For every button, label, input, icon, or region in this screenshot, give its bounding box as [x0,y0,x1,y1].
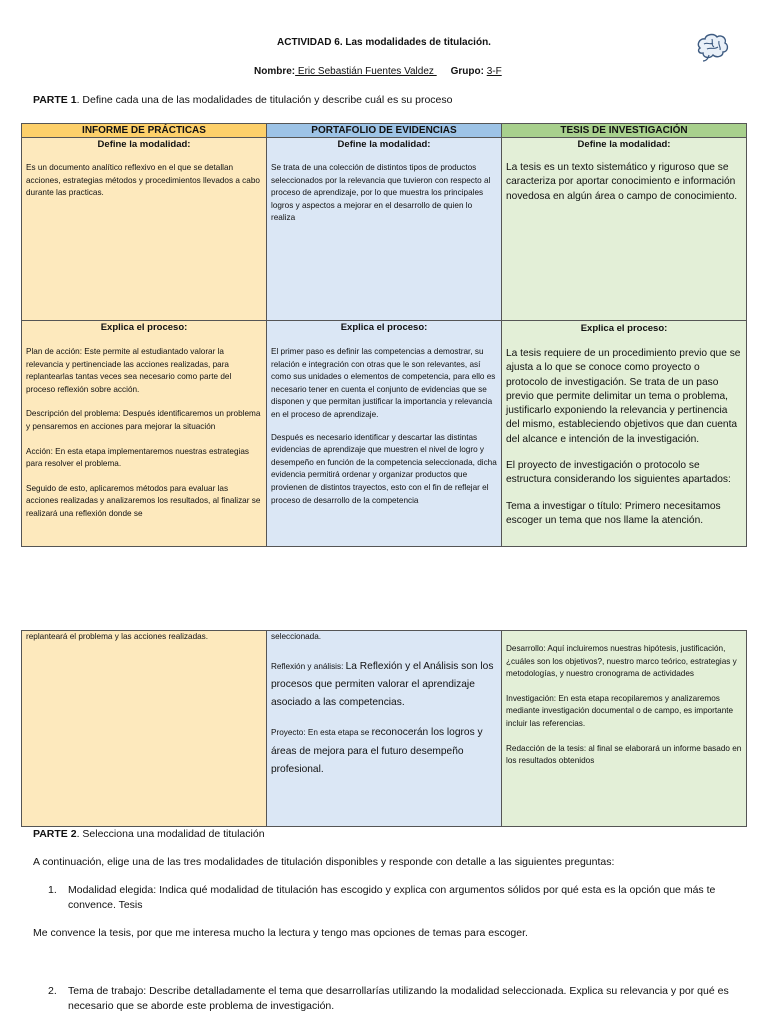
process-paragraph: replanteará el problema y las acciones realizadas. [26,632,209,641]
process-paragraph: El proyecto de investigación o protocolo se estructura considerando los siguientes apartados: [506,460,731,486]
process-paragraph: Acción: En esta etapa implementaremos nuestras estrategias para resolver el problema. [26,446,249,469]
column-header-portafolio: PORTAFOLIO DE EVIDENCIAS [267,124,502,138]
part1-label: PARTE 1 [33,94,77,106]
part2-intro: A continuación, elige una de las tres modalidades de titulación disponibles y responde con detalle a las siguientes preguntas: [33,856,615,868]
student-name: Eric Sebastián Fuentes Valdez [295,66,437,77]
process-label: Explica el proceso: [340,322,428,333]
question-text: Tema de trabajo: Describe detalladamente el tema que desarrollarías utilizando la modalidad seleccionada. Explica su relevancia y por qué es necesario que se aborde este problema de investigación. [68,985,729,1012]
document-title: ACTIVIDAD 6. Las modalidades de titulación. [277,37,491,48]
column-header-informe: INFORME DE PRÁCTICAS [22,124,267,138]
process-cell-portafolio-cont [267,631,502,827]
process-paragraph: Investigación: En esta etapa recopilaremos y analizaremos mediante investigación documental o de campo, es importante incluir las referencias. [506,693,734,728]
part2-text: . Selecciona una modalidad de titulación [76,828,265,840]
process-label: Explica el proceso: [580,323,668,334]
process-paragraph: Redacción de la tesis: al final se elaborará un informe basado en los resultados obtenidos [506,743,742,766]
process-label: Explica el proceso: [100,322,188,333]
define-label: Define la modalidad: [97,139,191,150]
process-paragraph: Tema a investigar o título: Primero necesitamos escoger un tema que nos llame la atención. [506,500,721,526]
process-cell-informe-cont [22,631,267,827]
definition-cell-tesis [502,138,747,321]
process-cell-tesis-cont [502,631,747,827]
process-paragraph: Descripción del problema: Después identificaremos un problema y pensaremos en acciones para mejorar la situación [26,409,261,431]
student-info [254,66,502,77]
group-label: Grupo: [450,66,484,77]
definition-text: La tesis es un texto sistemático y riguroso que se caracteriza por aportar conocimiento e información novedosa en algún área o campo de conocimiento. [506,162,738,202]
group-value: 3-F [486,66,502,77]
question-number: 1. [48,884,57,896]
modalities-table [21,123,747,547]
question-text: Modalidad elegida: Indica qué modalidad de titulación has escogido y explica con argumentos sólidos por qué esta es la opción que más te convence. Tesis [68,884,716,911]
process-paragraph: Después es necesario identificar y descartar las distintas evidencias de aprendizaje que muestren el nivel de logro y desempeño en función de la competencia seleccionada, dicha evidencia permitirá ordenar y organizar productos que provienen de distintos trayectos, esto con el fin de reflejar el proceso de desarrollo de la competencia [271,432,497,505]
definition-text: Se trata de una colección de distintos tipos de productos seleccionados por la relevancia que tuvieron con respecto al proceso de aprendizaje, por lo que muestra los principales logros y aspectos a mejorar en el desarrollo de quien lo realiza [271,163,491,223]
process-paragraph: seleccionada. [271,632,322,641]
brain-logo-icon [692,30,732,64]
definition-text: Es un documento analítico reflexivo en el que se detallan acciones, estrategias métodos y procedimientos llevados a cabo durante las practicas. [26,163,260,198]
question-2 [48,984,738,1014]
process-paragraph: Desarrollo: Aquí incluiremos nuestras hipótesis, justificación, ¿cuáles son los objetivos?, nuestro marco teórico, estrategias y metodologías, y nuestro cronograma de actividades [506,644,737,679]
process-cell-portafolio [267,321,502,547]
process-cell-tesis [502,321,747,547]
modalities-table-continued [21,630,747,827]
process-paragraph: La tesis requiere de un procedimiento previo que se ajusta a lo que se conoce como proyecto o protocolo de investigación. Se trata de un paso previo que permite delimitar un tema o problema, justificarlo exponiendo la relevancia y pertinencia del mismo, estableciendo objetivos que dan cuenta del alcance e intención de la investigación. [506,348,741,445]
part1-instructions [33,94,452,106]
name-label: Nombre: [254,66,296,77]
process-cell-informe [22,321,267,547]
process-paragraph-proyecto: Proyecto: En esta etapa se reconocerán los logros y áreas de mejora para el futuro desempeño profesional. [271,727,483,776]
question-1 [48,883,738,913]
definition-cell-portafolio [267,138,502,321]
definition-cell-informe [22,138,267,321]
column-header-tesis: TESIS DE INVESTIGACIÓN [502,124,747,138]
part2-instructions [33,828,265,840]
answer-1: Me convence la tesis, por que me interesa mucho la lectura y tengo mas opciones de temas para escoger. [33,927,528,939]
process-paragraph: Seguido de esto, aplicaremos métodos para evaluar las acciones realizadas y analizaremos los resultados, al finalizar se realizará una reflexión donde se [26,483,261,518]
question-number: 2. [48,985,57,997]
define-label: Define la modalidad: [337,139,431,150]
process-paragraph-reflexion: Reflexión y análisis: La Reflexión y el Análisis son los procesos que permiten valorar el aprendizaje asociado a las competencias. [271,660,494,709]
process-paragraph: Plan de acción: Este permite al estudiantado valorar la relevancia y pertinenciade las acciones realizadas, para replantearlas tantas veces sea necesario como parte del proceso reflexión sobre acción. [26,347,232,394]
process-paragraph: El primer paso es definir las competencias a demostrar, su relación e integración con otras que le son relevantes, así como sus unidades o elementos de competencia, para ello es necesario tener en cuenta el conjunto de evidencias que se disponen y que permitan justificar la importancia y relevancia en el proceso de aprendizaje. [271,347,496,419]
define-label: Define la modalidad: [577,139,671,150]
part1-text: . Define cada una de las modalidades de titulación y describe cuál es su proceso [76,94,453,106]
part2-label: PARTE 2 [33,828,77,840]
